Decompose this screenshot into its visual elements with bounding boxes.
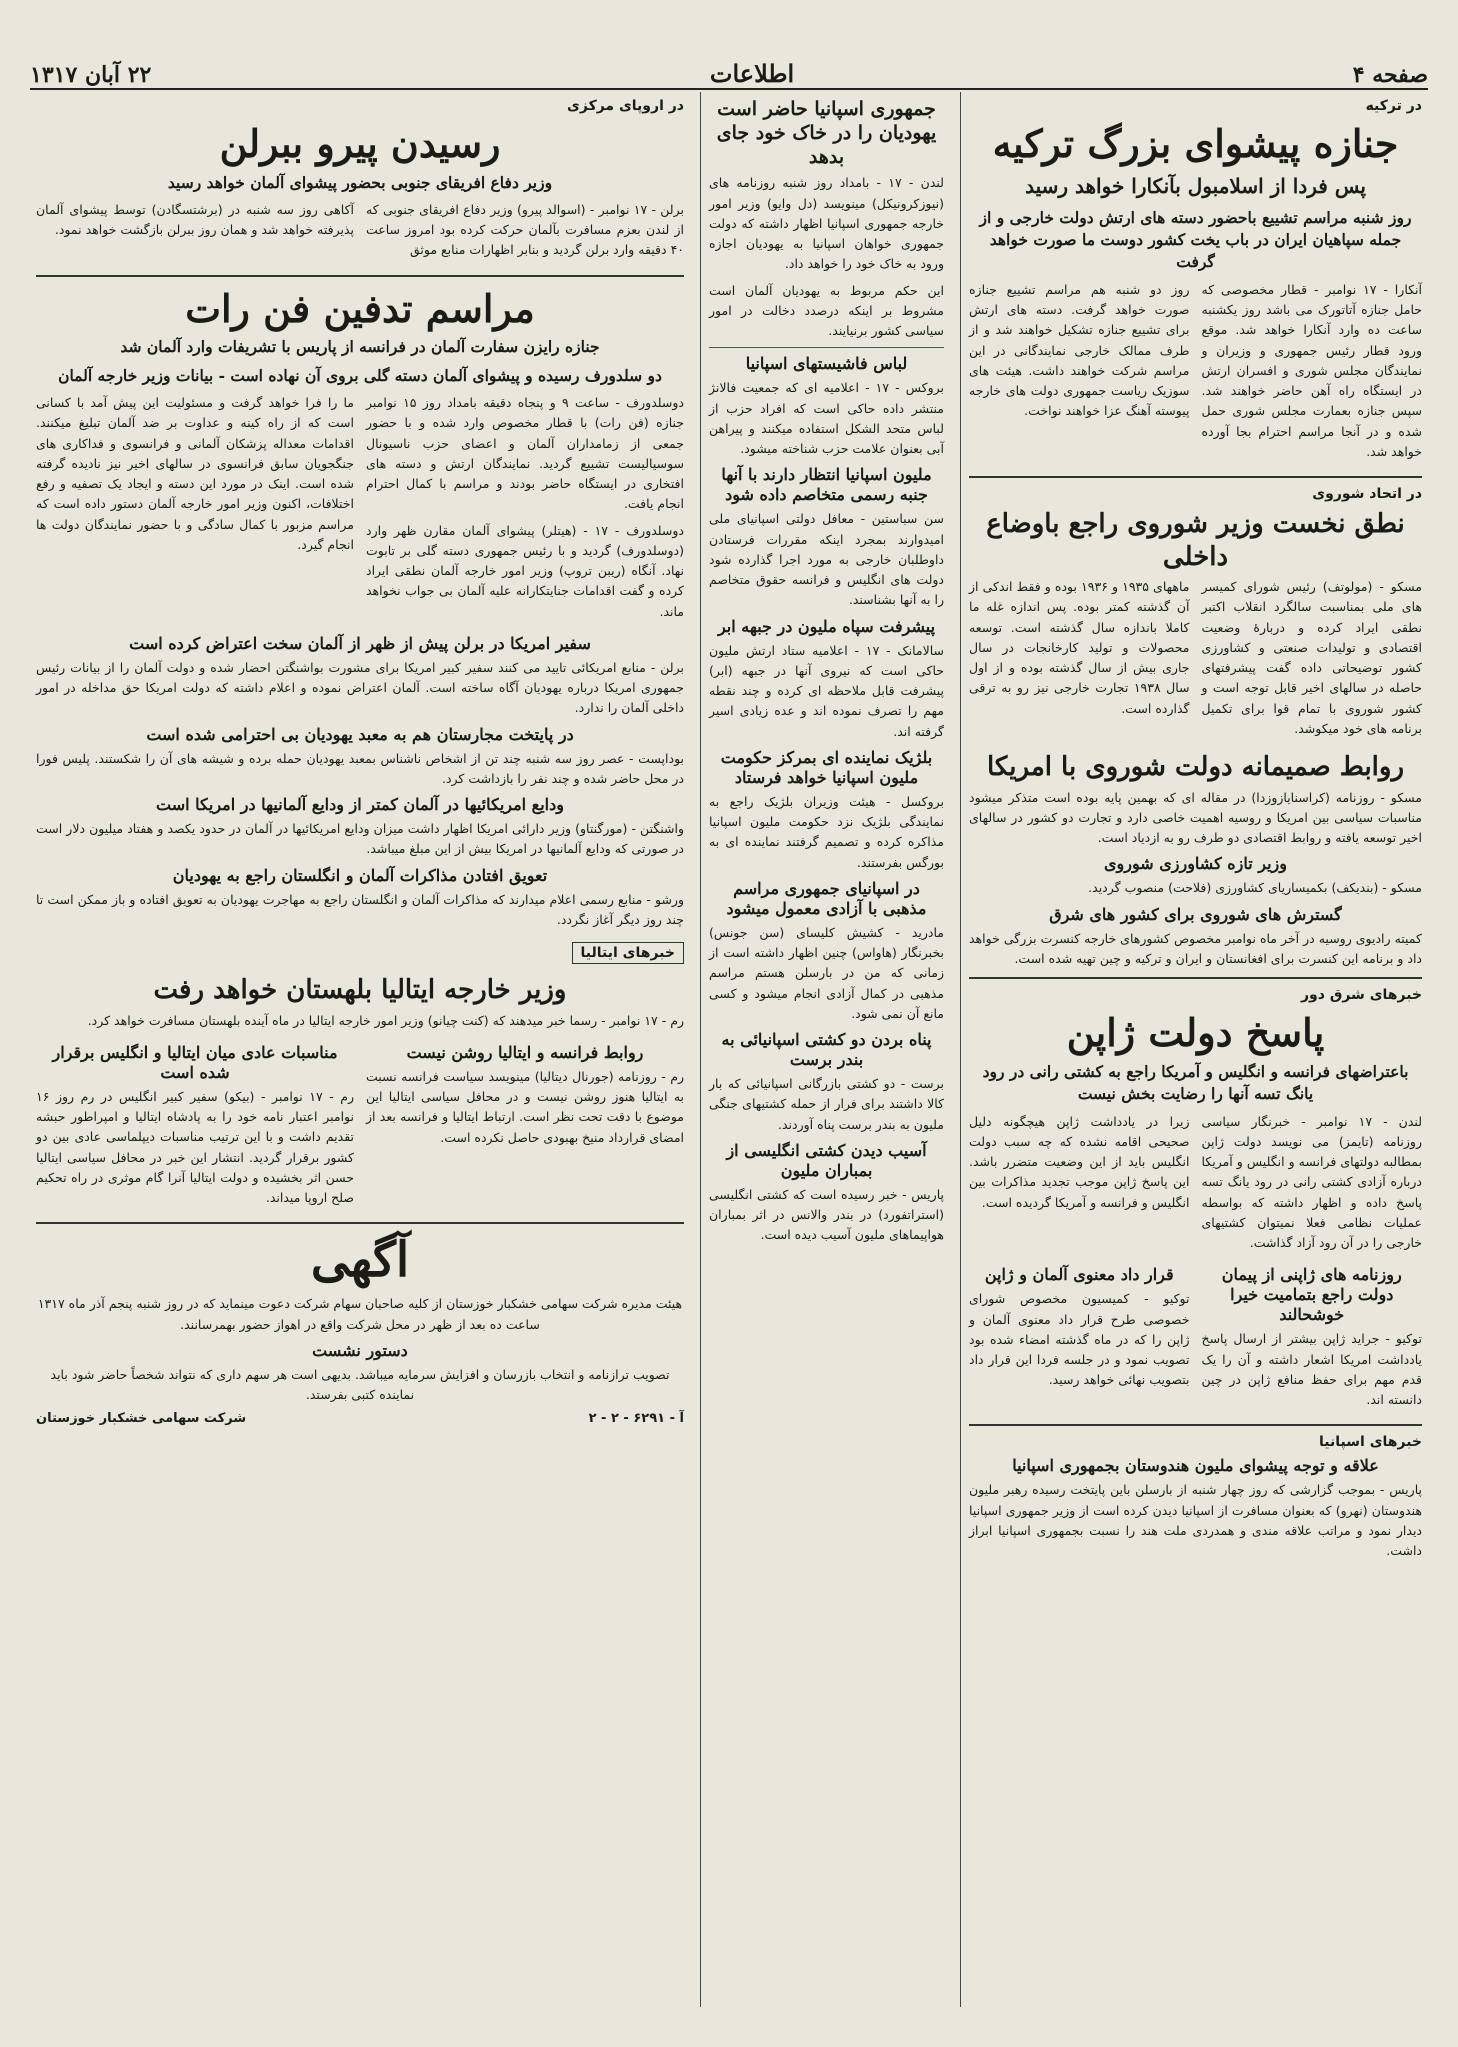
spain-headline: جمهوری اسپانیا حاضر است یهودیان را در خاک خود جای بدهد	[716, 98, 937, 168]
belgium-body: بروکسل - هیئت وزیران بلژیک راجع به نمایندگی بلژیک نزد حکومت ملیون اسپانیا مذاکره کرده و تصمیم گرفتند نماینده ای به بورگس بفرستند.	[709, 793, 944, 870]
ussr-headline: نطق نخست وزیر شوروی راجع باوضاع داخلی	[986, 509, 1405, 572]
rath-sub1: جنازه رایزن سفارت آلمان در فرانسه از پاریس با تشریفات وارد آلمان شد	[120, 337, 600, 357]
italy-body1: رم - ۱۷ نوامبر - رسما خبر میدهند که (کنت چیانو) وزیر امور خارجه ایتالیا در ماه آینده بلهستان مسافرت خواهد کرد.	[87, 1012, 684, 1028]
japan-press-body: توکیو - جراید ژاپن بیشتر از ارسال پاسخ یادداشت امریکا اشعار داشته و آن را یک قدم مهم برای حفظ منافع ژاپن در چین دانسته اند.	[1201, 1331, 1422, 1408]
advertisement	[36, 1232, 684, 1426]
us-ambassador-body: برلن - منابع امریکائی تایید می کنند سفیر کبیر امریکا برای مشورت بواشنگتن احضار شده و دولت آلمان را از بیانات رئیس جمهوری امریکا درباره یهودیان آگاه ساخته است. آلمان اعتراض نموده و اعلام داشته که دولت امریکا حق مداخله در امور داخلی آلمان را ندارد.	[36, 659, 684, 716]
foreign-headline: ملیون اسپانیا انتظار دارند با آنها جنبه رسمی متخاصم داده شود	[721, 465, 932, 505]
fascist-headline: لباس فاشیستهای اسپانیا	[745, 354, 908, 374]
italy-relations-headline: مناسبات عادی میان ایتالیا و انگلیس برقرار شده است	[52, 1042, 338, 1082]
japan-pact-body: توکیو - کمیسیون مخصوص شورای خصوصی طرح قرار داد معنوی آلمان و ژاپن را که در ماه گذشته امضاء شده بود تصویب نمود و در جلسه فردا این قرار داد بتصویب نهائی خواهد رسید.	[969, 1291, 1190, 1388]
paper-title: اطلاعات	[709, 59, 795, 88]
turkey-kicker: در ترکیه	[1365, 98, 1422, 114]
religion-body: مادرید - کشیش کلیسای (سن جونس) بخبرنگار (هاواس) چنین اظهار داشته است از زمانی که من در بارسلن هستم مراسم مذهبی در کمال آزادی انجام میشود و کسی مانع آن نمی شود.	[709, 924, 944, 1021]
us-germans-headline: ودایع امریکائیها در آلمان کمتر از ودایع آلمانیها در امریکا است	[156, 795, 564, 815]
spain-bottom-headline: علاقه و توجه پیشوای ملیون هندوستان بجمهوری اسپانیا	[1012, 1456, 1379, 1476]
italy-sub-body: رم - روزنامه (جورنال دیتالیا) مینویسد سیاست فرانسه نسبت به ایتالیا هنوز روشن نیست و در محافل سیاسی ایتالیا این موضوع با دقت تحت نظر است. ارتباط ایتالیا و فرانسه بعد از امضای قرارداد منیخ بهبودی حاصل نکرده است.	[366, 1068, 684, 1145]
turkey-body2: روز دو شنبه هم مراسم تشییع جنازه صورت خواهد گرفت. دسته های ارتش برای تشییع جنازه تشکیل خواهند شد و از طرف ممالک خارجی نمایندگانی در این مراسم شرکت خواهند داشت. هیئت های سوزیک ریاست جمهوری دولت های خارجه پیوسته آهنگ عزا خواهند نواخت.	[969, 281, 1190, 419]
belgium-headline: بلژیک نماینده ای بمرکز حکومت ملیون اسپانیا خواهد فرستاد	[720, 747, 933, 787]
pirow-sub: وزیر دفاع افریقای جنوبی بحضور پیشوای آلمان خواهد رسید	[167, 172, 553, 192]
divider	[36, 1222, 684, 1224]
ussr-east-headline: گسترش های شوروی برای کشور های شرق	[1049, 904, 1342, 924]
italy-sub-headline: روابط فرانسه و ایتالیا روشن نیست	[406, 1042, 644, 1062]
column-left	[28, 92, 692, 2007]
spain-bottom-body: پاریس - بموجب گزارشی که روز چهار شنبه از بارسلن باین پایتخت رسیده رهبر ملیون هندوستان (نهرو) که بعنوان مسافرت از اسپانیا دیدن کرده است از وزیر جمهوری اسپانیا دیدار نمود و مراتب علاقه مندی و همدردی ملت هند را نسبت بجمهوری اسپانیا ابراز داشت.	[969, 1482, 1422, 1559]
turkey-body	[969, 280, 1422, 468]
ad-agenda-title: دستور نشست	[312, 1340, 408, 1360]
japan-body1: لندن - ۱۷ نوامبر - خبرنگار سیاسی روزنامه (تایمز) می نویسد دولت ژاپن بمطالبه دولتهای فرانسه و انگلیس و آمریکا درباره آزادی کشتی رانی در رود یانگ تسه پاسخ داده و اظهار داشته که بواسطه عملیات نظامی فعلا نمیتوان کشتیهای خارجی را در آن رود آزاد گذاشت.	[1201, 1113, 1423, 1251]
us-ambassador-headline: سفیر امریکا در برلن پیش از ظهر از آلمان سخت اعتراض کرده است	[129, 633, 591, 653]
foreign-body: سن سباستین - معافل دولتی اسپانیای ملی امیدوارند بمجرد اینکه مقررات فرستادن داوطلبان خارجی به مورد اجرا گذارده شود دولت های انگلیس و فرانسه حقوق متخاصم را به آنها بشناسند.	[709, 511, 944, 608]
masthead	[30, 50, 1428, 90]
pirow-body1: برلن - ۱۷ نوامبر - (اسوالد پیرو) وزیر دفاع افریقای جنوبی که از لندن بعزم مسافرت بآلمان حرکت کرده بود امروز ساعت ۴۰ دقیقه وارد برلن گردید و بنابر اظهارات منابع موثق	[366, 201, 684, 258]
issue-date: ۲۲ آبان ۱۳۱۷	[30, 62, 152, 88]
italy-tab: خبرهای ایتالیا	[572, 942, 684, 964]
divider	[969, 977, 1422, 979]
turkey-headline: جنازه پیشوای بزرگ ترکیه	[992, 121, 1399, 166]
us-germans-body: واشنگتن - (مورگنتاو) وزیر دارائی امریکا اظهار داشت میزان ودایع امریکائیها در آلمان در حدود یکصد و هفتاد میلیون دلار است در صورتی که ودایع آلمانیها در امریکا بیش از این مبلغ میباشد.	[36, 821, 684, 857]
ussr-relations-body: مسکو - روزنامه (کراسنایازوزدا) در مقاله ای که بهمین پایه بوده است متذکر میشود مناسبات سیاسی بین امریکا و روسیه اهمیت خاصی دارد و تجارت دو کشور در سالهای اخیر توسعه یافته و روابط اقتصادی دو طرف رو به ازدیاد است.	[969, 789, 1422, 846]
japan-body2: زیرا در یادداشت ژاپن هیچگونه دلیل صحیحی اقامه نشده که چه سبب دولت انگلیس باید از این وضعیت متضرر باشد. این پاسخ ژاپن موجب تجدید مذاکرات بین انگلیس و فرانسه و آمریکا گردیده است.	[969, 1113, 1190, 1210]
ussr-relations-headline: روابط صمیمانه دولت شوروی با امریکا	[986, 752, 1405, 783]
ussr-body2: ماههای ۱۹۳۵ و ۱۹۳۶ بوده و فقط اندکی از آن گذشته کمتر بوده. پس اندازه غله ما کاملا باندازه سال گذشته است. توسعه محصولات و تولید کارخانجات در سال جاری بیش از سال گذشته بوده و از اول سال ۱۹۳۸ تجارت خارجی نیز رو به ترقی گذارده است.	[969, 579, 1190, 716]
japan-headline: پاسخ دولت ژاپن	[1066, 1010, 1325, 1056]
ad-ref: آ - ۶۲۹۱ - ۲ - ۲	[588, 1411, 684, 1427]
japan-pact-headline: قرار داد معنوی آلمان و ژاپن	[984, 1265, 1174, 1285]
japan-body	[969, 1112, 1422, 1260]
japan-kicker: خبرهای شرق دور	[1301, 987, 1422, 1004]
ebro-body: سالامانک - ۱۷ - اعلامیه ستاد ارتش ملیون حاکی است که نیروی آنها در جبهه (ابر) پیشرفت قابل ملاحظه ای کرده و چند نقطه مهم را تصرف نموده اند و عده زیادی اسیر گرفته اند.	[709, 642, 944, 739]
rath-sub2: دو سلدورف رسیده و پیشوای آلمان دسته گلی بروی آن نهاده است - بیانات وزیر خارجه آلمان	[58, 365, 662, 385]
japan-press-headline: روزنامه های ژاپنی از پیمان دولت راجع بتمامیت خیرا خوشحالند	[1221, 1265, 1402, 1325]
ebro-headline: پیشرفت سپاه ملیون در جبهه ابر	[717, 616, 936, 636]
ussr-agri-body: مسکو - (بندیکف) بکمیساریای کشاورزی (فلاحت) منصوب گردید.	[1088, 880, 1422, 896]
pirow-body2: آکاهی روز سه شنبه در (برشتسگادن) توسط پیشوای آلمان پذیرفته خواهد شد و همان روز ببرلن بازگشت خواهد نمود.	[36, 201, 354, 238]
ussr-body1: مسکو - (مولوتف) رئیس شورای کمیسر های ملی بمناسبت سالگرد انقلاب اکتبر نطقی ایراد کرده و دربارهٔ وضعیت اقتصادی و تولیدات صنعتی و کشاورزی کشور توضیحاتی داده گفت پیشرفتهای حاصله در سالهای اخیر قابل توجه است و کشور شوروی با تمام قوا برای تکمیل برنامه های خود میکوشد.	[1201, 579, 1422, 736]
divider	[969, 1424, 1422, 1426]
pirow-body	[36, 200, 684, 267]
rath-body3: ما را فرا خواهد گرفت و مسئولیت این پیش آمد با کسانی است که از راه کینه و عداوت بر ضد آلمان تبلیغ میکنند. اقدامات معداله پزشکان آلمانی و فرانسوی و فداکاری های جنگجویان سابق فرانسوی در سالهای اخیر نیز نادیده گرفته شده است. اینک در مورد این دسته و ایجاد یک تصفیه و رفع اختلافات، اکنون وزیر امور خارجه آلمان دستور داده است که مراسم مزبور با کمال سادگی و با حضور نمایندگان دولت ها انجام گیرد.	[36, 395, 354, 552]
spain-bottom-kicker: خبرهای اسپانیا	[1319, 1434, 1422, 1451]
pirow-kicker: در اروپای مرکزی	[567, 98, 684, 114]
ad-agenda-body: تصویب ترازنامه و انتخاب بازرسان و افزایش سرمایه میباشد. بدیهی است هر سهم داری که نتواند شخصاً حاضر شود باید نماینده کتبی بفرستد.	[50, 1366, 670, 1403]
divider	[36, 275, 684, 277]
japan-sub: باعتراضهای فرانسه و انگلیس و آمریکا راجع به کشتی رانی در رود یانگ تسه آنها را رضایت بخش نیست	[982, 1061, 1409, 1104]
ad-body: هیئت مدیره شرکت سهامی خشکبار خوزستان از کلیه صاحبان سهام شرکت دعوت مینماید که در روز شنبه پنجم آذر ماه ۱۳۱۷ ساعت ده بعد از ظهر در محل شرکت واقع در اهواز حضور بهمرسانند.	[37, 1296, 683, 1332]
bombing-headline: آسیب دیدن کشتی انگلیسی از بمباران ملیون	[726, 1140, 927, 1180]
ad-title: آگهی	[310, 1232, 410, 1289]
budapest-body: بوداپست - عصر روز سه شنبه چند تن از اشخاص ناشناس بمعبد یهودیان حمله برده و شیشه های آن را شکستند. پلیس فورا در محل حاضر شده و چند نفر را بازداشت کرد.	[36, 750, 684, 786]
ad-footer	[36, 1411, 684, 1426]
budapest-headline: در پایتخت مجارستان هم به معبد یهودیان بی احترامی شده است	[146, 724, 574, 744]
ussr-agri-headline: وزیر تازه کشاورزی شوروی	[1104, 854, 1287, 874]
bombing-body: پاریس - خبر رسیده است که کشتی انگلیسی (استراتفورد) در بندر والانس در اثر بمباران هواپیماهای ملیون آسیب دیده است.	[709, 1186, 944, 1243]
ussr-east-body: کمیته رادیوی روسیه در آخر ماه نوامبر مخصوص کشورهای خارجه کنسرت بزرگی خواهد داد و برنامه این کنسرت برای افغانستان و ایران و ترکیه و چین تهیه شده است.	[969, 930, 1422, 966]
jews-talks-body: ورشو - منابع رسمی اعلام میدارند که مذاکرات آلمان و انگلستان راجع به مهاجرت یهودیان به تعویق افتاده و باز ممکن است تا چند روز دیگر آغاز نگردد.	[36, 891, 684, 927]
rath-headline: مراسم تدفین فن رات	[185, 285, 535, 331]
italy-relations-body: رم - ۱۷ نوامبر - (بیکو) سفیر کبیر انگلیس در رم روز ۱۶ نوامبر اعتبار نامه خود را به پادشاه ایتالیا و امپراطور حبشه تقدیم داشت و با این ترتیب مناسبات دیپلماسی عادی بین دو کشور برقرار گردید. انتشار این خبر در محافل سیاسی ایتالیا حسن اثر بخشیده و دولت ایتالیا آنرا گام موثری در راه تحکیم صلح اروپا میداند.	[36, 1088, 354, 1206]
column-right	[960, 92, 1430, 2007]
turkey-sub1: پس فردا از اسلامبول بآنکارا خواهد رسید	[1025, 173, 1366, 198]
religion-headline: در اسپانیای جمهوری مراسم مذهبی با آزادی معمول میشود	[726, 878, 927, 918]
spain-body2: این حکم مربوط به یهودیان آلمان است مشروط بر اینکه درصدد دخالت در امور سیاسی کشور برنیایند.	[709, 282, 944, 338]
turkey-body1: آنکارا - ۱۷ نوامبر - قطار مخصوصی که حامل جنازه آتاتورک می باشد روز یکشنبه ساعت ده وارد آنکارا خواهد شد. موقع ورود قطار رئیس جمهوری و وزیران و نمایندگان مجلس شوری و افسران ارتش در ایستگاه راه آهن حاضر خواهند شد. سپس جنازه بعمارت مجلس شوری حمل شده و در آنجا مراسم احترام بجا آورده خواهد شد.	[1201, 281, 1422, 459]
column-middle	[700, 92, 952, 2007]
ussr-kicker: در اتحاد شوروی	[1312, 486, 1422, 503]
pirow-headline: رسیدن پیرو ببرلن	[219, 121, 501, 166]
italy-headline: وزیر خارجه ایتالیا بلهستان خواهد رفت	[153, 975, 567, 1006]
divider	[709, 347, 944, 348]
rath-body	[36, 393, 684, 628]
jews-talks-headline: تعویق افتادن مذاکرات آلمان و انگلستان راجع به یهودیان	[172, 865, 548, 885]
rath-body2: دوسلدورف - ۱۷ - (هیتلر) پیشوای آلمان مقارن ظهر وارد (دوسلدورف) گردید و با رئیس جمهوری دسته گلی بر تابوت نهاد. آنگاه (ریبن تروپ) وزیر امور خارجه آلمان نطقی ایراد کرده و گفت اقدامات جنایتکارانه علیه آلمان بی جواب نخواهد ماند.	[366, 522, 684, 619]
divider	[969, 476, 1422, 478]
italy-body	[36, 1037, 684, 1215]
ussr-body	[969, 577, 1422, 745]
ad-company: شرکت سهامی خشکبار خوزستان	[36, 1411, 247, 1427]
ships-headline: پناه بردن دو کشتی اسپانیائی به بندر برست	[721, 1030, 932, 1069]
page-number: صفحه ۴	[1352, 62, 1428, 88]
rath-body1: دوسلدورف - ساعت ۹ و پنجاه دقیقه بامداد روز ۱۵ نوامبر جنازه (فن رات) با قطار مخصوص وارد شده و با حضور جمعی از زمامداران آلمان و اعضای حزب ناسیونال سوسیالیست تشییع گردید. نمایندگان ارتش و دسته های افتخاری در ایستگاه حاضر بودند و مراسم با کمال احترام انجام یافت.	[366, 395, 684, 512]
ships-body: برست - دو کشتی بازرگانی اسپانیائی که بار کالا داشتند برای فرار از حمله کشتیهای جنگی ملیون به بندر برست پناه آوردند.	[709, 1076, 944, 1132]
turkey-sub2: روز شنبه مراسم تشییع باحضور دسته های ارتش دولت خارجی و از جمله سپاهیان ایران در باب یخت کشور دوست ما صورت خواهد گرفت	[979, 207, 1412, 272]
fascist-body: بروکس - ۱۷ - اعلامیه ای که جمعیت فالانژ منتشر داده حاکی است که افراد حزب از لباس متحد الشکل استفاده میکنند و پیراهن آبی بعنوان علامت حزب شناخته میشود.	[709, 380, 944, 456]
spain-body1: لندن - ۱۷ - بامداد روز شنبه روزنامه های (نیوزکرونیکل) مینویسد (دل وایو) وزیر امور خارجه جمهوری اسپانیا اظهار داشته که دولت جمهوری خواهان اسپانیا به یهودیان اجازه ورود به خاک خود را خواهد داد.	[709, 175, 944, 272]
japan-subitems	[969, 1259, 1422, 1416]
